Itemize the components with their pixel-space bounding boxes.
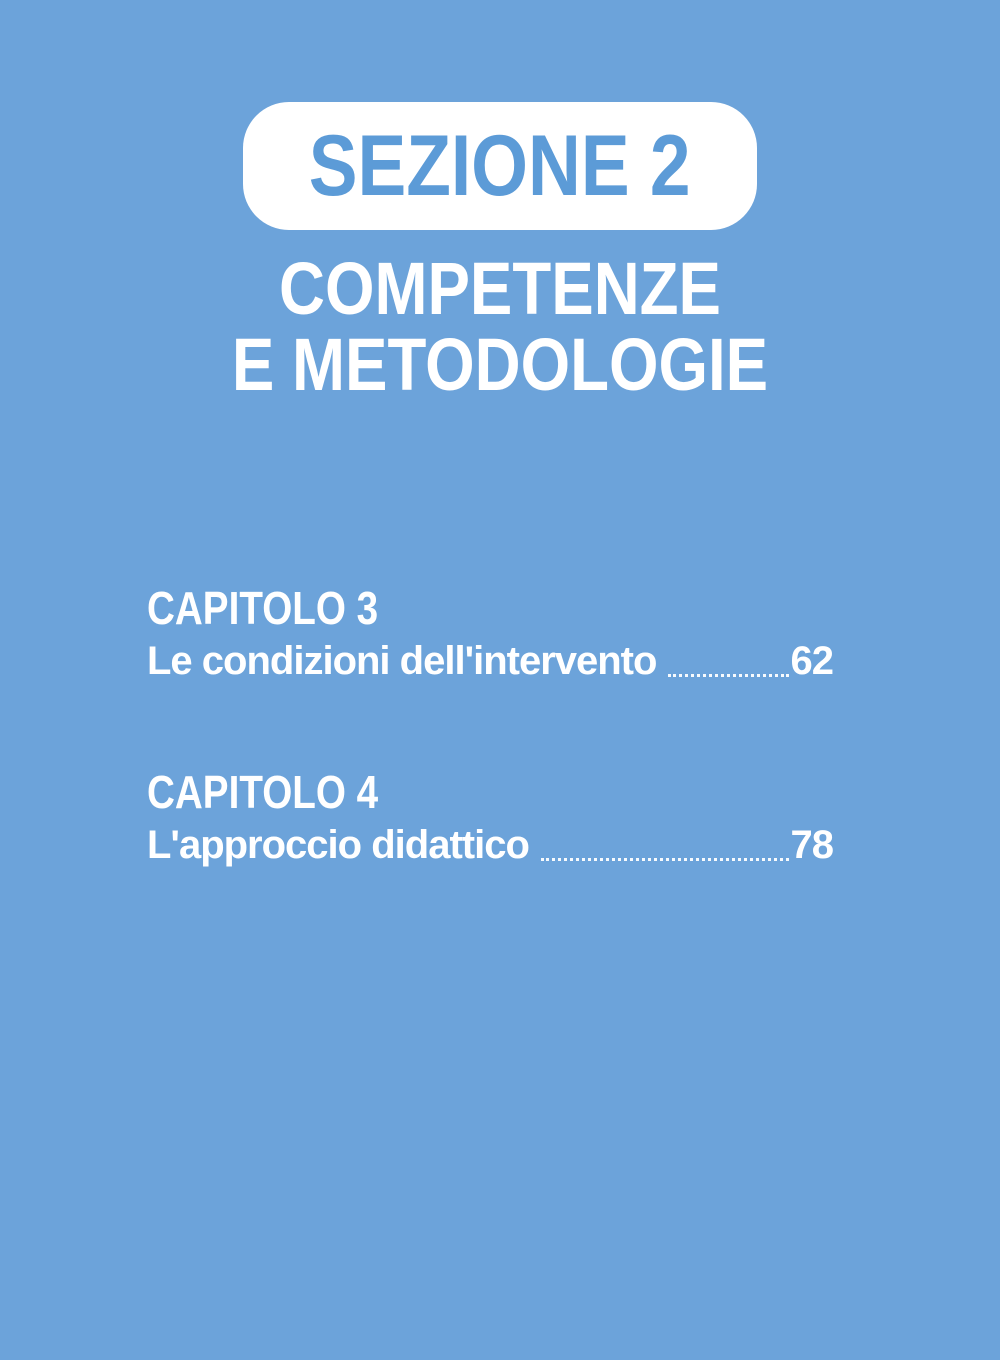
toc-entry-page-number: 62 bbox=[790, 639, 833, 683]
section-badge bbox=[243, 102, 757, 230]
toc-entry bbox=[147, 636, 833, 686]
table-of-contents bbox=[147, 584, 833, 870]
dotted-leader bbox=[668, 674, 788, 677]
section-title-line2: E METODOLOGIE bbox=[231, 323, 769, 406]
section-title-line1: COMPETENZE bbox=[279, 247, 721, 330]
toc-chapter-3 bbox=[147, 584, 833, 686]
toc-chapter-4 bbox=[147, 768, 833, 870]
chapter-heading: CAPITOLO 3 bbox=[147, 582, 379, 634]
toc-entry-title: L'approccio didattico bbox=[147, 823, 529, 867]
section-badge-row bbox=[0, 0, 1000, 230]
section-badge-label: SEZIONE 2 bbox=[309, 118, 691, 214]
chapter-heading: CAPITOLO 4 bbox=[147, 766, 379, 818]
section-title bbox=[0, 247, 1000, 406]
dotted-leader bbox=[541, 858, 789, 861]
toc-entry bbox=[147, 820, 833, 870]
toc-entry-page-number: 78 bbox=[790, 823, 833, 867]
toc-entry-title: Le condizioni dell'intervento bbox=[147, 639, 657, 683]
